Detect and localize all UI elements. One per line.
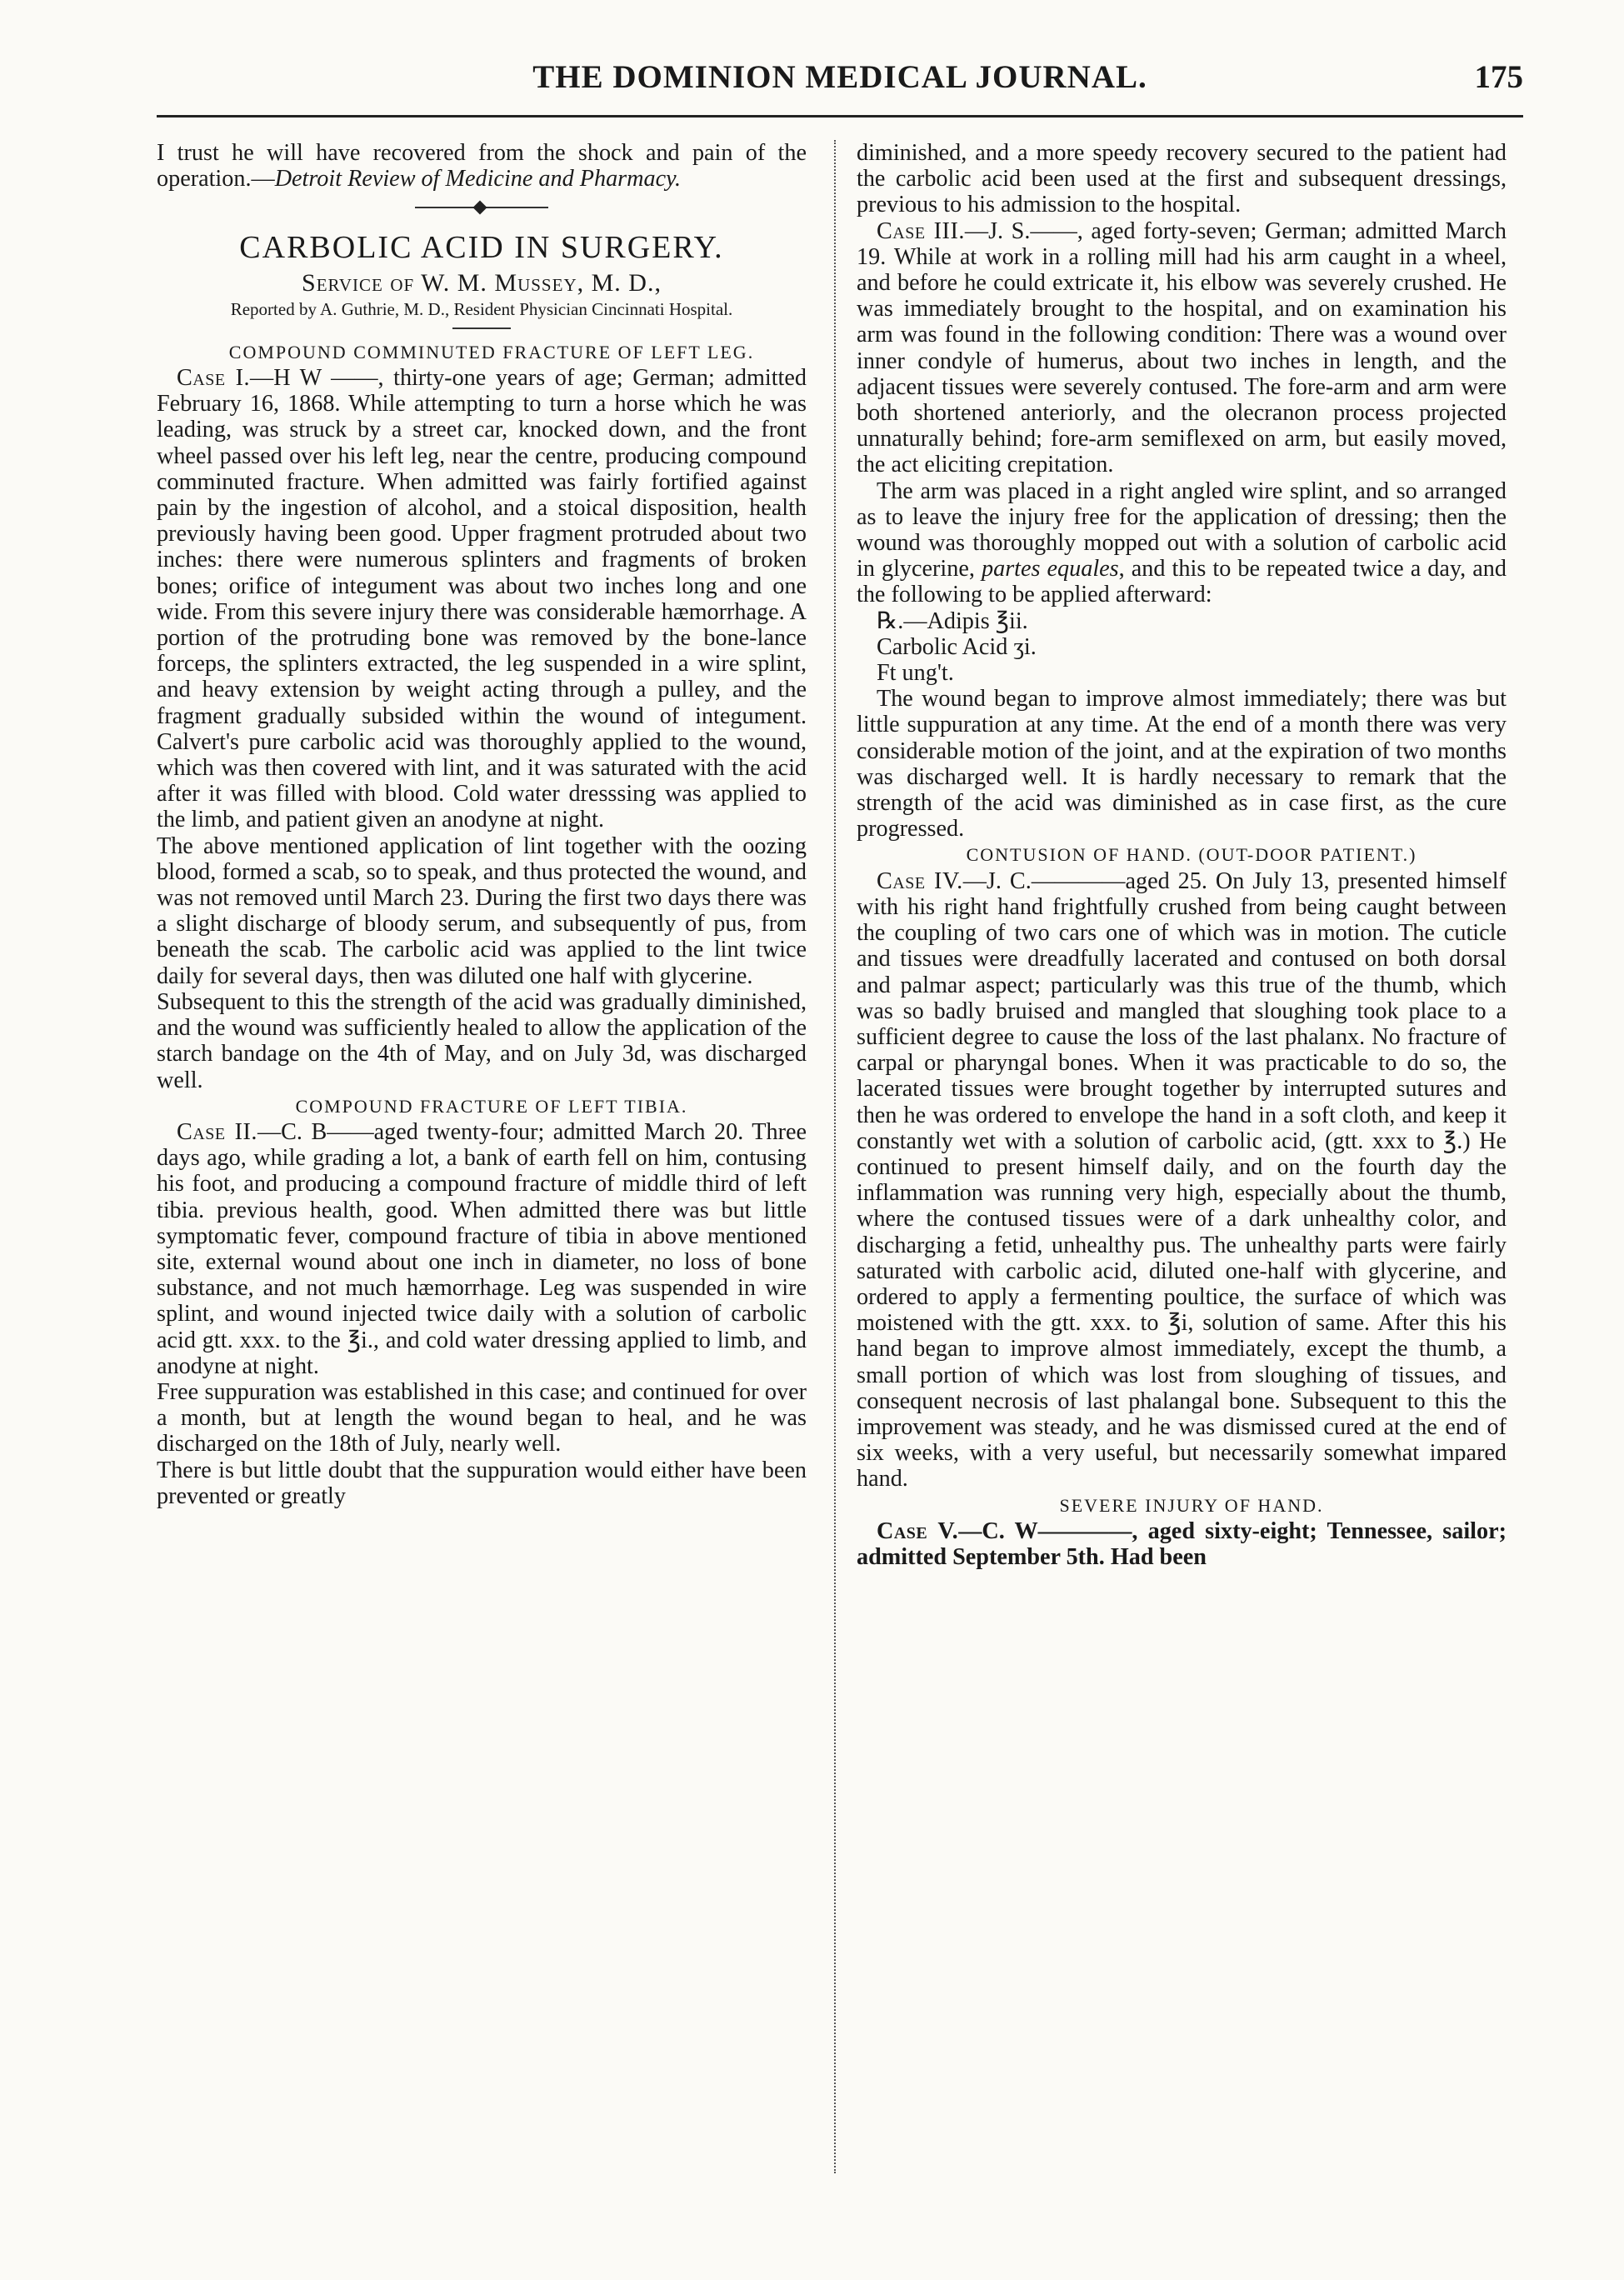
section-heading-1: COMPOUND COMMINUTED FRACTURE OF LEFT LEG. [228, 341, 755, 362]
intro-paragraph [157, 140, 807, 192]
section-heading-2: COMPOUND FRACTURE OF LEFT TIBIA. [295, 1095, 688, 1117]
intro-text: I trust he will have recovered from the shock and pain of the operation.— [157, 140, 807, 192]
short-rule [452, 328, 511, 329]
service-line: Service of W. M. Mussey, M. D., [302, 268, 662, 297]
journal-title: THE DOMINION MEDICAL JOURNAL. [532, 59, 1147, 95]
case-2-text: —C. B——aged twenty-four; admitted March 20. Three days ago, while grading a lot, a bank of earth fell on him, contusing his foot, and producing a compound fracture of middle third of left tibia. previous health, good. When admitted there was but little symptomatic fever, compound fracture of tibia in above mentioned site, external wound about one inch in diameter, no loss of bone substance, and not much hæmorrhage. Leg was suspended in wire splint, and wound injected twice daily with a solution of carbolic acid gtt. xxx. to the ℥i., and cold water dressing applied to limb, and anodyne at night. [157, 1118, 807, 1379]
case-1-paragraph-3: Subsequent to this the strength of the acid was gradually diminished, and the wound was sufficiently healed to allow the application of the starch bandage on the 4th of May, and on July 3d, was discharged well. [157, 988, 807, 1093]
case-3-paragraph-2 [857, 478, 1507, 608]
case-1-label: Case I. [177, 365, 251, 392]
case-4-text: —J. C.————aged 25. On July 13, presented himself with his right hand frightfully crushed from being caught between the coupling of two cars one of which was in motion. The cuticle and tissues were dreadfully lacerated and contused on both dorsal and palmar aspect; particularly was this true of the thumb, which was so badly bruised and mangled that sloughing took place to a sufficient degree to cause the loss of the last phalanx. No fracture of carpal or pharyngal bones. When it was practicable to do so, the lacerated tissues were brought together by interrupted sutures and then he was ordered to envelope the hand in a soft cloth, and keep it constantly wet with a solution of carbolic acid, (gtt. xxx to ℥.) He continued to present himself daily, and on the fourth day the inflammation was running very high, especially about the thumb, where the contused tissues were of a dark unhealthy color, and discharging a fetid, unhealthy pus. The unhealthy parts were fairly saturated with carbolic acid, diluted one-half with glycerine, and ordered to apply a fermenting poultice, the surface of which was moistened with the gtt. xxx. to ℥i, solution of same. After this his hand began to improve almost immediately, except the thumb, a small portion of which was lost from sloughing of tissues, and consequent necrosis of last phalangal bone. Subsequent to this the improvement was steady, and he was dismissed cured at the end of six weeks, with a very useful, but necessarily somewhat impared hand. [857, 868, 1507, 1492]
continuation-paragraph: diminished, and a more speedy recovery secured to the patient had the carbolic acid been used at the first and subsequent dressings, previous to his admission to the hospital. [857, 140, 1507, 218]
page-number: 175 [1474, 59, 1523, 95]
case-3-p2-start: The arm was placed in a right angled wire splint, and so arranged as to leave the injury free for the application of dressing; then the wound was thoroughly mopped out with a solution of carbolic acid in glycerine, [857, 478, 1507, 582]
article-title: CARBOLIC ACID IN SURGERY. [239, 230, 724, 266]
case-1-paragraph-2: The above mentioned application of lint together with the oozing blood, formed a scab, so to speak, and thus protected the wound, and was not removed until March 23. During the first two days there was a slight discharge of bloody serum, and subsequently of pus, from beneath the scab. The carbolic acid was applied to the lint twice daily for several days, then was diluted one half with glycerine. [157, 832, 807, 989]
case-3-label: Case III. [877, 218, 965, 244]
prescription-line-3: Ft ung't. [877, 660, 954, 687]
case-3-paragraph [857, 218, 1507, 478]
case-2-paragraph-2: Free suppuration was established in this case; and continued for over a month, but at length the wound began to heal, and he was discharged on the 18th of July, nearly well. [157, 1378, 807, 1458]
prescription-line-2: Carbolic Acid ʒi. [877, 633, 1037, 660]
case-2-paragraph-3: There is but little doubt that the suppuration would either have been prevented or greatly [157, 1457, 807, 1509]
case-3-text: —J. S.——, aged forty-seven; German; admitted March 19. While at work in a rolling mill had his arm caught in a wheel, and before he could extricate it, his elbow was severely crushed. He was immediately brought to the hospital, and on examination his arm was found in the following condition: There was a wound over inner condyle of humerus, about two inches in length, and the adjacent tissues were severely contused. The fore-arm and arm were both shortened anteriorly, and the olecranon process projected unnaturally behind; fore-arm semiflexed on arm, but easily moved, the act eliciting crepitation. [857, 218, 1507, 478]
running-header [157, 52, 1523, 118]
ornamental-separator [415, 202, 548, 213]
case-1-text: —H W ——, thirty-one years of age; German; admitted February 16, 1868. While attempting to turn a horse which he was leading, was struck by a street car, knocked down, and the front wheel passed over his left leg, near the centre, producing compound comminuted fracture. When admitted was fairly fortified against pain by the ingestion of alcohol, and a stoical disposition, health previously having been good. Upper fragment protruded about two inches: there were numerous splinters and fragments of broken bones; orifice of integument was about two inches long and one wide. From this severe injury there was considerable hæmorrhage. A portion of the protruding bone was removed by the bone-lance forceps, the splinters extracted, the leg suspended in a wire splint, and heavy extension by weight acting through a pulley, and the fragment gradually subsided within the wound of integument. Calvert's pure carbolic acid was thoroughly applied to the wound, which was then covered with lint, and it was saturated with the acid after it was filled with blood. Cold water dresssing was applied to the limb, and patient given an anodyne at night. [157, 365, 807, 833]
column-divider [834, 140, 836, 2173]
case-4-paragraph [857, 868, 1507, 1492]
right-column [857, 140, 1507, 1570]
section-heading-3: CONTUSION OF HAND. (OUT-DOOR PATIENT.) [966, 844, 1417, 866]
left-column [157, 140, 807, 1509]
reported-by: Reported by A. Guthrie, M. D., Resident Physician Cincinnati Hospital. [230, 298, 733, 319]
prescription-line-1: ℞.—Adipis ℥ii. [877, 608, 1028, 634]
case-4-label: Case IV. [877, 868, 963, 894]
case-5-paragraph [857, 1518, 1507, 1570]
case-5-label: Case V. [877, 1518, 959, 1544]
section-heading-4: SEVERE INJURY OF HAND. [1059, 1494, 1324, 1516]
diamond-ornament-icon [473, 201, 487, 215]
case-3-paragraph-3: The wound began to improve almost immediately; there was but little suppuration at any time. At the end of a month there was very considerable motion of the joint, and at the expiration of two months was discharged well. It is hardly necessary to remark that the strength of the acid was diminished as in case first, as the cure progressed. [857, 686, 1507, 842]
case-1-paragraph [157, 365, 807, 833]
case-3-p2-italic: partes equales [982, 556, 1119, 582]
case-5-text: —C. W————, aged sixty-eight; Tennessee, sailor; admitted September 5th. Had been [857, 1518, 1507, 1570]
case-2-label: Case II. [177, 1118, 257, 1145]
case-2-paragraph [157, 1119, 807, 1379]
intro-source: Detroit Review of Medicine and Pharmacy. [274, 166, 682, 192]
case-3-p2-end: , and this to be repeated twice a day, and the following to be applied afterward: [857, 556, 1507, 608]
